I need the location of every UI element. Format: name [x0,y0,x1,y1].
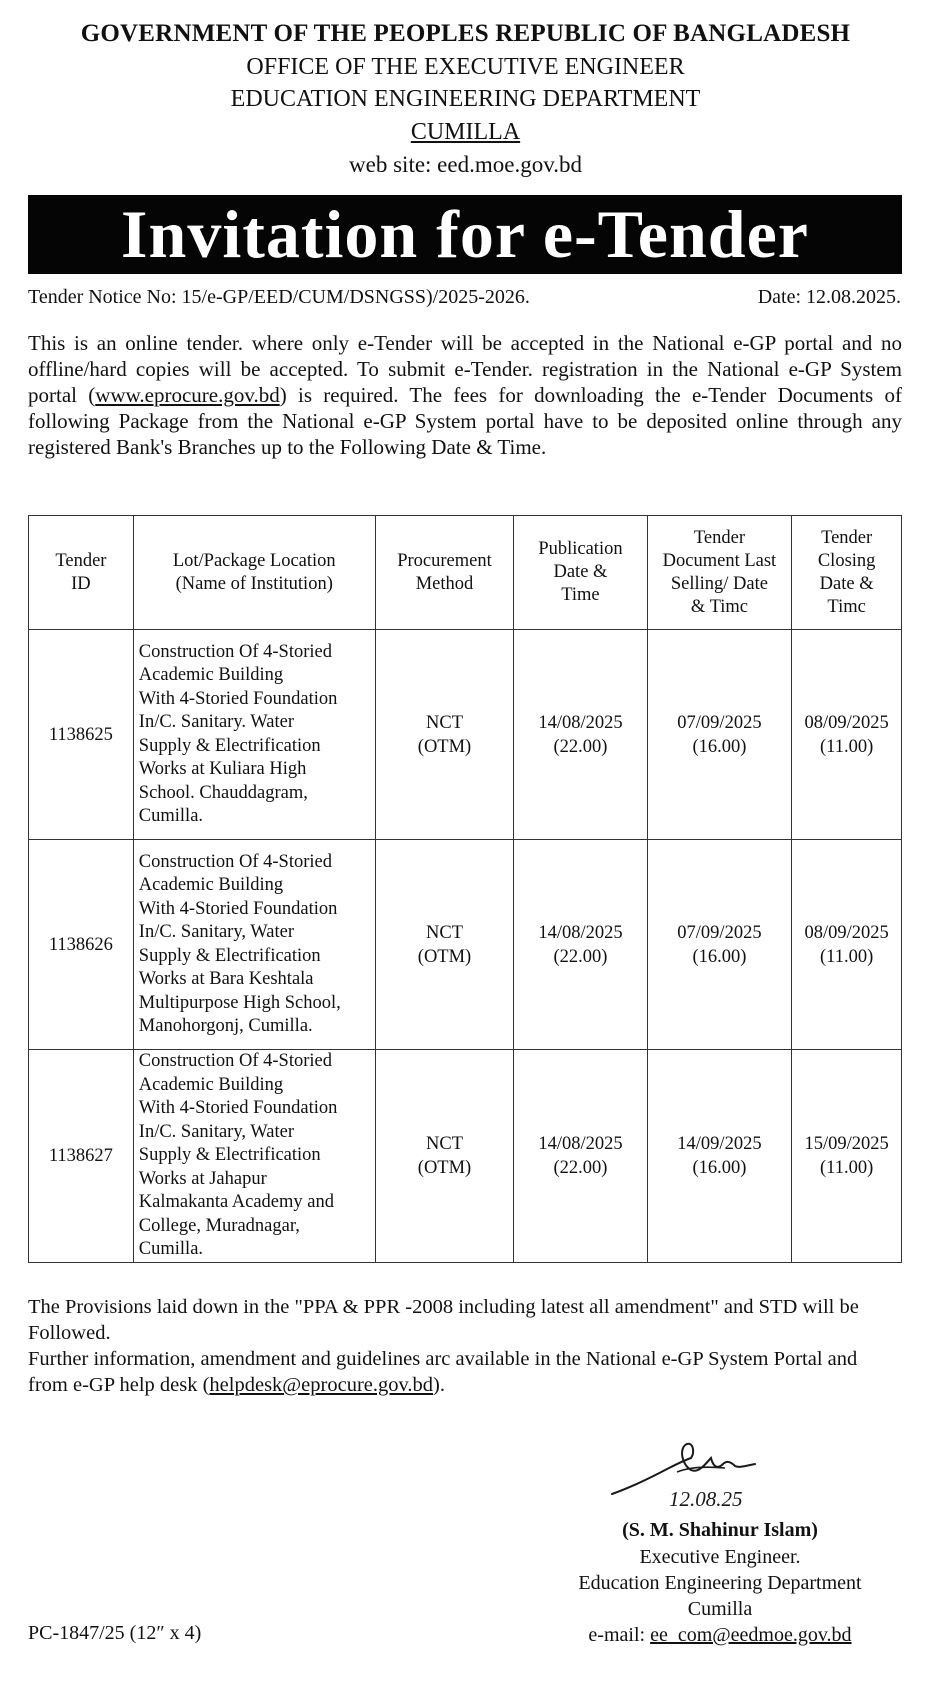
tender-id-cell: 1138627 [29,1050,134,1263]
tender-table [28,515,902,1263]
table-row [29,1050,902,1263]
notice-date: Date: 12.08.2025. [757,286,901,308]
handwritten-signature [607,1432,777,1512]
signatory-city: Cumilla [687,1598,753,1620]
further-info-text: Further information, amendment and guidelines arc available in the National e-GP System Portal and from e-GP help desk ( [28,1348,858,1396]
method-cell: NCT (OTM) [375,1050,514,1263]
tender-id-cell: 1138626 [29,840,134,1050]
provisions-text [28,1294,902,1398]
invitation-banner: Invitation for e-Tender [28,195,902,274]
header-procurement-method: Procurement Method [375,516,514,630]
location-cell: Construction Of 4-Storied Academic Building With 4-Storied Foundation In/C. Sanitary. Water Supply & Electrification Works at Kuliara High School. Chauddagram, Cumilla. [133,630,375,840]
header-tender-id: Tender ID [29,516,134,630]
publication-cell: 14/08/2025 (22.00) [514,840,647,1050]
table-row [29,630,902,840]
further-info-line [28,1346,902,1398]
publication-code: PC-1847/25 (12″ x 4) [28,1622,202,1644]
government-heading: GOVERNMENT OF THE PEOPLES REPUBLIC OF BANGLADESH [80,20,851,47]
closing-cell: 15/09/2025 (11.00) [792,1050,902,1263]
table-header-row [29,516,902,630]
signatory-email-line [520,1624,920,1647]
helpdesk-email-link[interactable]: helpdesk@eprocure.gov.bd [209,1374,434,1396]
further-info-end: ). [433,1374,445,1396]
signatory-title: Executive Engineer. [639,1546,801,1568]
signatory-email-link[interactable]: ee_com@eedmoe.gov.bd [650,1624,852,1646]
selling-cell: 07/09/2025 (16.00) [647,840,792,1050]
intro-text-end: ) is required. The fees for downloading the e-Tender Documents of following Package from the National e-GP System portal have to be deposited online through any registered Bank's Branches up to the Following Date & Time. [28,383,902,459]
selling-cell: 07/09/2025 (16.00) [647,630,792,840]
publication-cell: 14/08/2025 (22.00) [514,630,647,840]
intro-text-start: This is an online tender. where only e-Tender will be accepted in the National e-GP portal and no offline/hard copies will be accepted. To submit e-Tender. registration in the National e-GP System portal ( [28,331,902,407]
signature-date: 12.08.25 [669,1487,743,1511]
tender-notice-number: Tender Notice No: 15/e-GP/EED/CUM/DSNGSS)/2025-2026. [28,286,530,308]
email-label: e-mail: [588,1624,651,1646]
closing-cell: 08/09/2025 (11.00) [792,840,902,1050]
header-closing-date: Tender Closing Date & Timc [792,516,902,630]
department-heading: EDUCATION ENGINEERING DEPARTMENT [230,86,701,112]
office-heading: OFFICE OF THE EXECUTIVE ENGINEER [246,54,685,80]
header-publication-date: Publication Date & Time [514,516,647,630]
table-row [29,840,902,1050]
selling-cell: 14/09/2025 (16.00) [647,1050,792,1263]
closing-cell: 08/09/2025 (11.00) [792,630,902,840]
location-cell: Construction Of 4-Storied Academic Building With 4-Storied Foundation In/C. Sanitary, Water Supply & Electrification Works at Bara Keshtala Multipurpose High School, Manohorgonj, Cumilla. [133,840,375,1050]
website-line: web site: eed.moe.gov.bd [349,152,582,177]
header-last-selling-date: Tender Document Last Selling/ Date & Timc [647,516,792,630]
method-cell: NCT (OTM) [375,840,514,1050]
tender-id-cell: 1138625 [29,630,134,840]
header-location: Lot/Package Location (Name of Institution) [133,516,375,630]
publication-cell: 14/08/2025 (22.00) [514,1050,647,1263]
method-cell: NCT (OTM) [375,630,514,840]
signatory-name: (S. M. Shahinur Islam) [622,1519,818,1541]
intro-paragraph [28,330,902,460]
city-heading: CUMILLA [410,119,521,145]
eprocure-link[interactable]: www.eprocure.gov.bd [95,383,280,407]
signatory-department: Education Engineering Department [578,1572,862,1594]
provisions-line: The Provisions laid down in the "PPA & PPR -2008 including latest all amendment" and STD will be Followed. [28,1296,859,1344]
location-cell: Construction Of 4-Storied Academic Building With 4-Storied Foundation In/C. Sanitary, Water Supply & Electrification Works at Jahapur Kalmakanta Academy and College, Muradnagar, Cumilla. [133,1050,375,1263]
